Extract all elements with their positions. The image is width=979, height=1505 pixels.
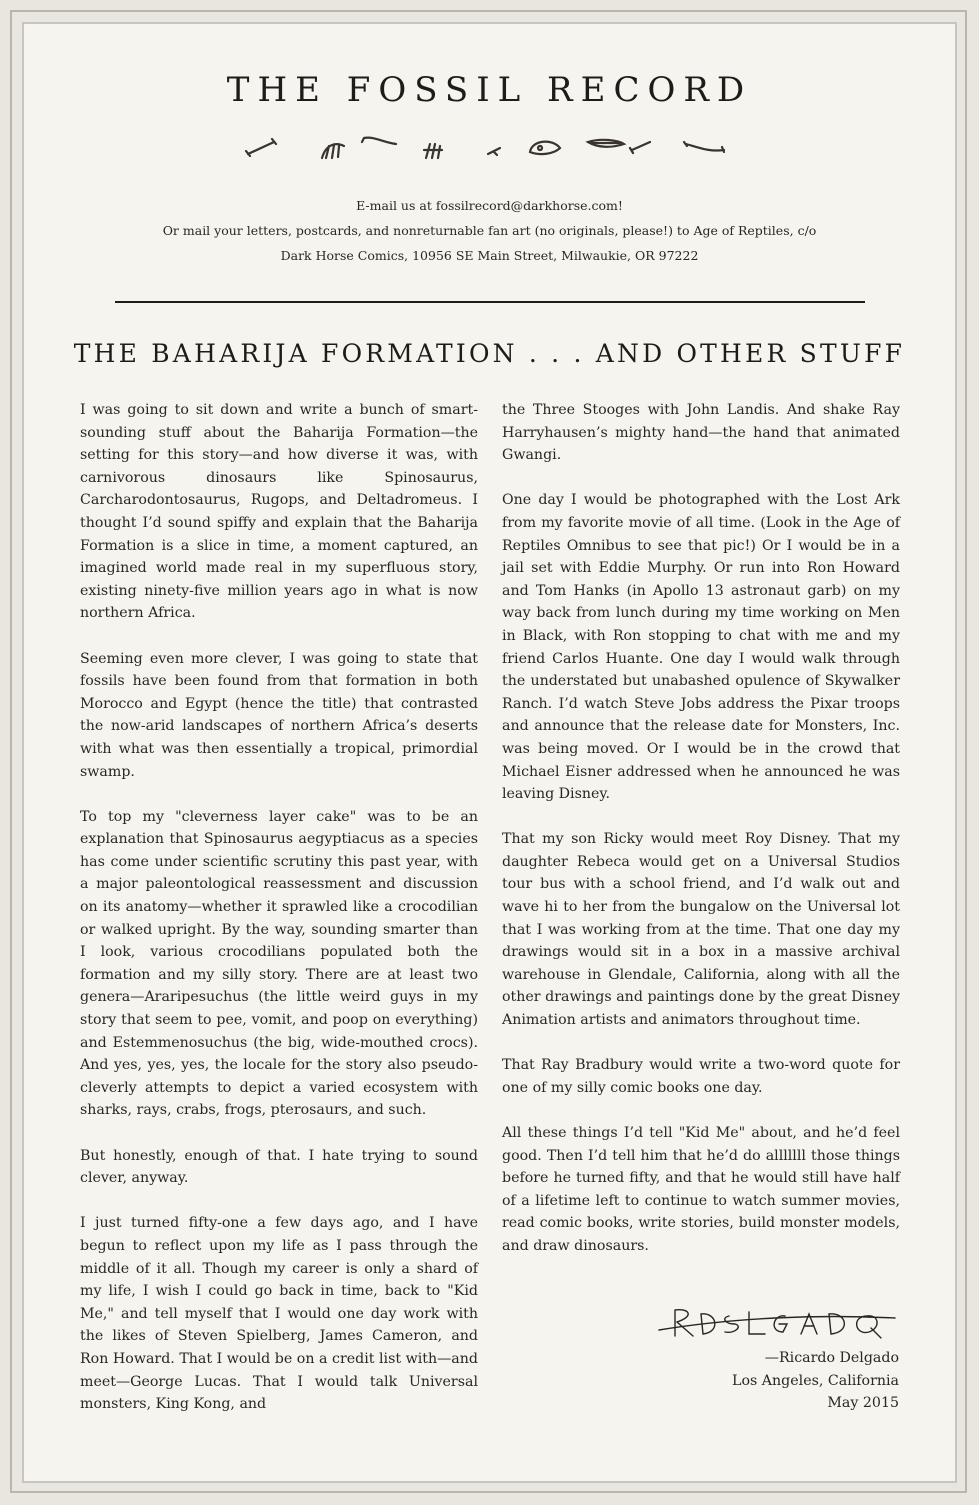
paragraph: the Three Stooges with John Landis. And shake Ray Harryhausen’s mighty hand—the hand that animated Gwangi. (502, 402, 900, 464)
tooth-icon (488, 148, 500, 155)
signoff-block (600, 1347, 899, 1415)
contact-address-line: Dark Horse Comics, 10956 SE Main Street, Milwaukie, OR 97222 (280, 248, 699, 263)
contact-info (120, 193, 859, 268)
handwritten-signature (655, 1302, 905, 1344)
jaw-icon (588, 140, 624, 147)
femur-icon (630, 142, 650, 153)
paragraph: But honestly, enough of that. I hate trying to sound clever, anyway. (80, 1147, 478, 1187)
contact-email-line: E-mail us at fossilrecord@darkhorse.com! (356, 198, 623, 213)
bone-icon (246, 139, 276, 156)
skull-icon (530, 142, 560, 154)
fossil-bones-ornament (240, 130, 740, 166)
article-column-right (502, 399, 900, 1280)
paragraph: All these things I’d tell "Kid Me" about, and he’d feel good. Then I’d tell him that he’d do alllllll those things before he turned fifty, and that he would still have half of a lifetime left to continue to watch summer movies, read comic books, write stories, build monster models, and draw dinosaurs. (502, 1125, 900, 1254)
letter-date: May 2015 (827, 1395, 899, 1412)
paragraph: That Ray Bradbury would write a two-word quote for one of my silly comic books one day. (502, 1057, 900, 1096)
contact-mail-line: Or mail your letters, postcards, and nonreturnable fan art (no originals, please!) to Age of Reptiles, c/o (162, 223, 817, 238)
article-column-left (80, 399, 478, 1438)
author-name: —Ricardo Delgado (764, 1350, 899, 1366)
claw-icon (424, 144, 442, 158)
vertebra-icon (362, 138, 396, 144)
article-headline: THE BAHARIJA FORMATION . . . AND OTHER STUFF (73, 339, 906, 368)
paragraph: I was going to sit down and write a bunch of smart-sounding stuff about the Baharija Formation—the setting for this story—and how diverse it was, with carnivorous dinosaurs like Spinosaurus, Carcharodontosaurus, Rugops, and Deltadromeus. I thought I’d sound spiffy and explain that the Baharija Formation is a slice in time, a moment captured, an imagined world made real in my superfluous story, existing ninety-five million years ago in what is now northern Africa. (80, 402, 478, 622)
paragraph: Seeming even more clever, I was going to state that fossils have been found from that formation in both Morocco and Egypt (hence the title) that contrasted the now-arid landscapes of northern Africa’s deserts with what was then essentially a tropical, primordial swamp. (80, 650, 478, 780)
paragraph: To top my "cleverness layer cake" was to be an explanation that Spinosaurus aegyptiacus as a species has come under scientific scrutiny this past year, with a major paleontological reassessment and discussion on its anatomy—whether it sprawled like a crocodilian or walked upright. By the way, sounding smarter than I look, various crocodilians populated both the formation and my silly story. There are at least two genera—Araripesuchus (the little weird guys in my story that seem to pee, vomit, and poop on everything) and Estemmenosuchus (the big, wide-mouthed crocs). And yes, yes, yes, the locale for the story also pseudo-cleverly attempts to depict a varied ecosystem with sharks, rays, crabs, frogs, pterosaurs, and such. (80, 808, 478, 1119)
paragraph: That my son Ricky would meet Roy Disney. That my daughter Rebeca would get on a Universal Studios tour bus with a school friend, and I’d walk out and wave hi to her from the bungalow on the Universal lot that I was working from at the time. That one day my drawings would sit in a box in a massive archival warehouse in Glendale, California, along with all the other drawings and paintings done by the great Disney Animation artists and animators throughout time. (502, 831, 900, 1029)
paragraph: I just turned fifty-one a few days ago, and I have begun to reflect upon my life as I pass through the middle of it all. Though my career is only a shard of my life, I wish I could go back in time, back to "Kid Me," and tell myself that I would one day work with the likes of Steven Spielberg, James Cameron, and Ron Howard. That I would be on a credit list with—and meet—George Lucas. That I would talk Universal monsters, King Kong, and (80, 1215, 478, 1413)
limb-bone-icon (684, 142, 724, 152)
masthead-title: THE FOSSIL RECORD (226, 70, 753, 110)
paragraph: One day I would be photographed with the Lost Ark from my favorite movie of all time. (Look in the Age of Reptiles Omnibus to see that pic!) Or I would be in a jail set with Eddie Murphy. Or run into Ron Howard and Tom Hanks (in Apollo 13 astronaut garb) on my way back from lunch during my time working on Men in Black, with Ron stopping to chat with me and my friend Carlos Huante. One day I would walk through the understated but unabashed opulence of Skywalker Ranch. I’d watch Steve Jobs address the Pixar troops and announce that the release date for Monsters, Inc. was being moved. Or I would be in the crowd that Michael Eisner addressed when he announced he was leaving Disney. (502, 492, 900, 803)
divider-rule (115, 301, 865, 303)
author-location: Los Angeles, California (732, 1372, 899, 1389)
ribcage-icon (322, 144, 344, 158)
